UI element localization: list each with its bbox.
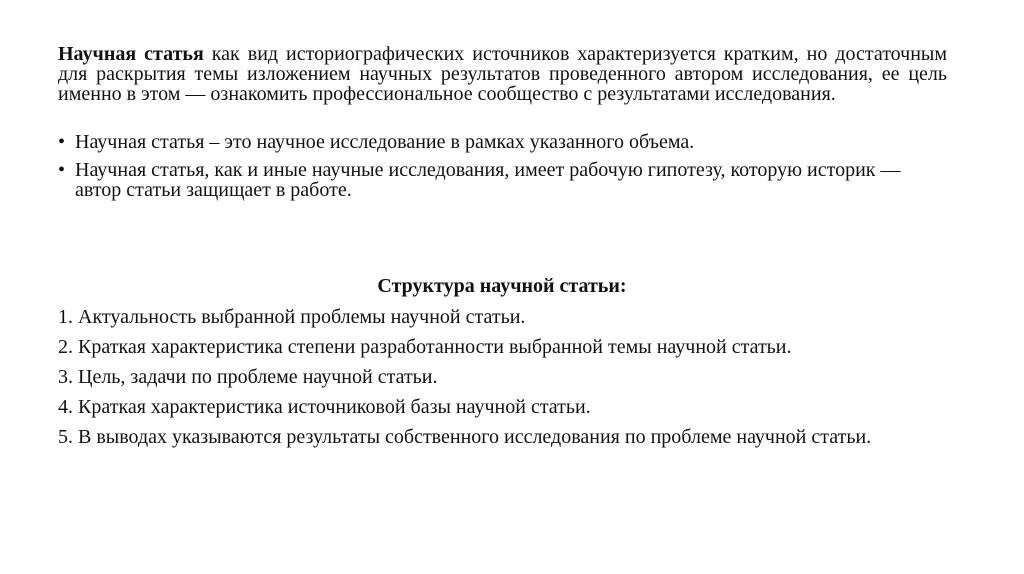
structure-item: 5. В выводах указываются результаты собственного исследования по проблеме научной статьи. [58,426,872,448]
structure-item: 3. Цель, задачи по проблеме научной статьи. [58,366,438,388]
structure-item: 2. Краткая характеристика степени разработанности выбранной темы научной статьи. [58,336,792,358]
structure-title: Структура научной статьи: [377,275,627,297]
bullet-item [58,160,947,200]
intro-term: Научная статья [58,43,204,65]
structure-item: 1. Актуальность выбранной проблемы научной статьи. [58,306,526,328]
bullet-text: Научная статья – это научное исследование в рамках указанного объема. [75,131,695,153]
bullet-list [58,132,947,208]
intro-text: как вид историографических источников характеризуется кратким, но достаточным для раскрытия темы изложением научных результатов проведенного автором исследования, ее цель именно в этом — ознакомить профессиональное сообщество с результатами исследования. [58,43,948,105]
structure-item: 4. Краткая характеристика источниковой базы научной статьи. [58,396,591,418]
structure-list [58,307,947,457]
intro-paragraph [58,44,947,104]
bullet-marker: • [58,131,66,153]
bullet-item [58,132,947,152]
bullet-marker: • [58,159,66,181]
bullet-text: Научная статья, как и иные научные исследования, имеет рабочую гипотезу, которую историк — автор статьи защищает в работе. [75,159,901,201]
